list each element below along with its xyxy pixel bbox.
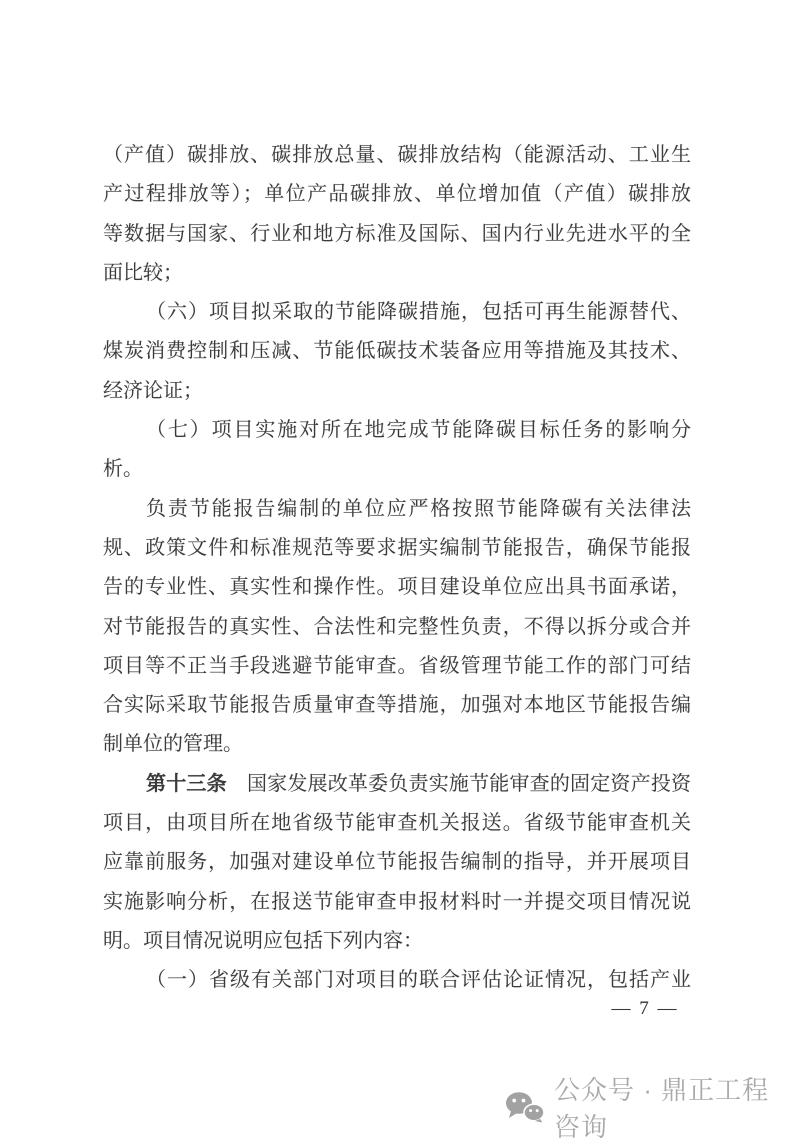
article-number-bold: 第十三条: [146, 772, 227, 795]
paragraph: [103, 961, 691, 1000]
text-line: （六）项目拟采取的节能降碳措施，包括可再生能源替代、: [146, 301, 691, 324]
text-line: 告的专业性、真实性和操作性。项目建设单位应出具书面承诺，: [103, 576, 691, 599]
text-line: 对节能报告的真实性、合法性和完整性负责，不得以拆分或合并: [103, 615, 691, 638]
body-text: [103, 136, 691, 1001]
text-line: 规、政策文件和标准规范等要求据实编制节能报告，确保节能报: [103, 536, 691, 559]
text-line: 应靠前服务，加强对建设单位节能报告编制的指导，并开展项目: [103, 851, 691, 874]
text-line: 明。项目情况说明应包括下列内容：: [103, 929, 423, 952]
text-line: 产过程排放等）；单位产品碳排放、单位增加值（产值）碳排放: [103, 183, 691, 206]
paragraph: [103, 136, 691, 293]
text-line: 项目，由项目所在地省级节能审查机关报送。省级节能审查机关: [103, 812, 691, 835]
page-number: — 7 —: [611, 998, 679, 1019]
watermark-text: 公众号 · 鼎正工程咨询: [554, 1075, 770, 1142]
text-line: 实施影响分析，在报送节能审查申报材料时一并提交项目情况说: [103, 890, 691, 913]
text-line: 析。: [103, 458, 143, 481]
text-line: 煤炭消费控制和压减、节能低碳技术装备应用等措施及其技术、: [103, 340, 691, 363]
text-line: 经济论证；: [103, 379, 203, 402]
paragraph: [103, 293, 691, 411]
text-line: 合实际采取节能报告质量审查等措施，加强对本地区节能报告编: [103, 694, 691, 717]
text-line: （产值）碳排放、碳排放总量、碳排放结构（能源活动、工业生: [103, 144, 691, 166]
text-line: 面比较；: [103, 261, 183, 284]
text-line: （一）省级有关部门对项目的联合评估论证情况，包括产业: [146, 969, 691, 992]
watermark: [505, 1070, 794, 1144]
paragraph: [103, 490, 691, 765]
paragraph: [103, 411, 691, 490]
text-line: 制单位的管理。: [103, 733, 243, 756]
wechat-icon: [505, 1091, 545, 1123]
text-line: 等数据与国家、行业和地方标准及国际、国内行业先进水平的全: [103, 222, 691, 245]
text-line: 项目等不正当手段逃避节能审查。省级管理节能工作的部门可结: [103, 654, 691, 677]
text-line: 第十三条 国家发展改革委负责实施节能审查的固定资产投资: [146, 772, 692, 795]
paragraph: [103, 765, 691, 961]
text-line: （七）项目实施对所在地完成节能降碳目标任务的影响分: [146, 419, 691, 442]
text-line: 负责节能报告编制的单位应严格按照节能降碳有关法律法: [146, 497, 691, 520]
